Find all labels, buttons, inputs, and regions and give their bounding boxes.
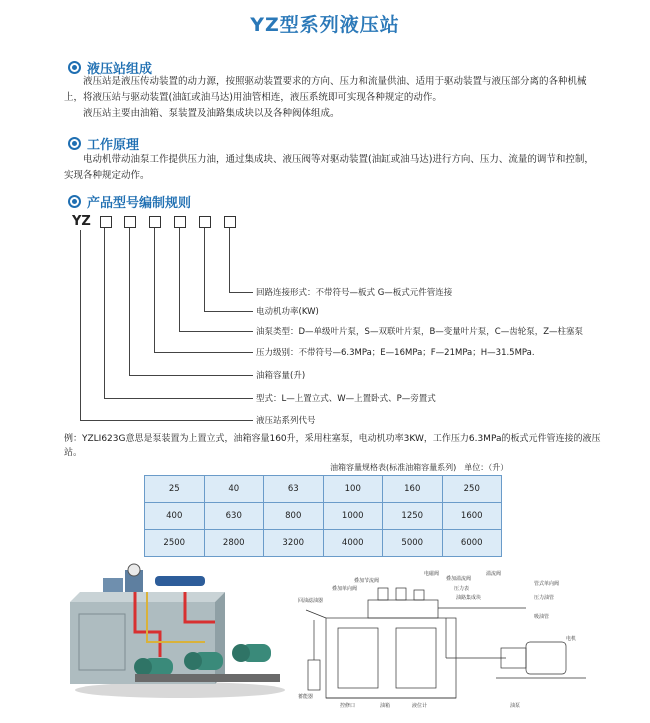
bracket-line	[129, 375, 253, 376]
table-row	[145, 503, 502, 530]
composition-text	[64, 74, 596, 122]
table-cell: 250	[442, 476, 502, 503]
table-row	[145, 476, 502, 503]
code-label-type: 型式：L—上置立式、W—上置卧式、P—旁置式	[256, 394, 436, 404]
table-cell: 1600	[442, 503, 502, 530]
table-cell: 63	[264, 476, 324, 503]
page-title: YZ型系列液压站	[250, 14, 400, 36]
heading-text: 液压站组成	[87, 62, 153, 77]
section-heading-model	[68, 192, 191, 211]
bracket-line	[129, 228, 130, 375]
table-cell: 160	[383, 476, 443, 503]
label-return-filter: 回油滤油器	[298, 598, 324, 604]
hydraulic-station-photo	[65, 562, 285, 702]
table-cell: 2800	[204, 530, 264, 557]
label-motor: 电机	[566, 636, 577, 642]
bracket-line	[229, 292, 253, 293]
label-oil-tank: 油箱	[380, 703, 391, 709]
table-cell: 1000	[323, 503, 383, 530]
bracket-line	[229, 228, 230, 292]
bracket-line	[104, 398, 253, 399]
label-manifold-block: 油路集成块	[456, 595, 482, 601]
label-solenoid-valve: 电磁阀	[424, 571, 440, 577]
table-cell: 6000	[442, 530, 502, 557]
code-box-1	[100, 216, 112, 228]
label-check-valve: 叠加单向阀	[332, 586, 358, 592]
table-cell: 25	[145, 476, 205, 503]
table-cell: 630	[204, 503, 264, 530]
circle-bullet-icon	[68, 195, 81, 208]
table-cell: 400	[145, 503, 205, 530]
table-cell: 100	[323, 476, 383, 503]
code-label-tank-volume: 油箱容量(升)	[256, 371, 306, 381]
label-level-gauge: 液位计	[412, 703, 428, 709]
section-heading-principle	[68, 134, 139, 153]
code-box-3	[149, 216, 161, 228]
label-suction-pipe: 吸油管	[534, 614, 550, 620]
bracket-line	[80, 230, 81, 420]
label-throttle-valve: 叠加节流阀	[354, 578, 380, 584]
code-label-circuit: 回路连接形式：不带符号—板式 G—板式元件管连接	[256, 288, 453, 298]
code-label-motor-power: 电动机功率(KW)	[256, 307, 319, 317]
bracket-line	[154, 352, 253, 353]
code-box-5	[199, 216, 211, 228]
code-label-pump-type: 油泵类型：D—单级叶片泵，S—双联叶片泵，B—变量叶片泵，C—齿轮泵，Z—柱塞泵	[256, 327, 584, 337]
code-label-series: 液压站系列代号	[256, 416, 316, 426]
label-oil-pump: 油泵	[510, 703, 521, 709]
principle-text	[64, 152, 596, 184]
bracket-line	[179, 331, 253, 332]
table-cell: 4000	[323, 530, 383, 557]
table-cell: 5000	[383, 530, 443, 557]
table-row	[145, 530, 502, 557]
label-pressure-pipe: 压力油管	[534, 595, 555, 601]
label-accumulator: 蓄能器	[298, 694, 314, 700]
composition-paragraph-1: 液压站是液压传动装置的动力源，按照驱动装置要求的方向、压力和流量供油、适用于驱动装置与液压部分离的各种机械上，将液压站与驱动装置(油缸或油马达)用油管相连，液压系统即可实现各种规定的动作。	[64, 76, 587, 103]
heading-text: 工作原理	[87, 138, 140, 153]
bracket-line	[204, 311, 253, 312]
label-pipe-check-valve: 管式单向阀	[534, 581, 560, 587]
principle-paragraph-1: 电动机带动油泵工作提供压力油，通过集成块、液压阀等对驱动装置(油缸或油马达)进行方向、压力、流量的调节和控制，实现各种规定动作。	[64, 154, 594, 181]
code-box-6	[224, 216, 236, 228]
bracket-line	[80, 420, 253, 421]
hydraulic-station-schematic	[296, 570, 596, 710]
model-code-prefix: YZ	[72, 214, 91, 229]
table-cell: 3200	[264, 530, 324, 557]
table-cell: 800	[264, 503, 324, 530]
circle-bullet-icon	[68, 61, 81, 74]
heading-text: 产品型号编制规则	[87, 196, 192, 211]
composition-paragraph-2: 液压站主要由油箱、泵装置及油路集成块以及各种阀体组成。	[83, 108, 340, 119]
bracket-line	[154, 228, 155, 352]
tank-capacity-table	[144, 475, 502, 557]
table-cell: 1250	[383, 503, 443, 530]
bracket-line	[179, 228, 180, 331]
table-cell: 2500	[145, 530, 205, 557]
code-box-4	[174, 216, 186, 228]
label-inspection-port: 控修口	[340, 703, 356, 709]
label-relief-valve: 叠加溢流阀	[446, 576, 472, 582]
bracket-line	[204, 228, 205, 311]
table-caption: 油箱容量规格表(标准油箱容量系列) 单位：（升）	[330, 463, 509, 472]
circle-bullet-icon	[68, 137, 81, 150]
label-overflow-valve: 溢流阀	[486, 571, 502, 577]
label-pressure-gauge: 压力表	[454, 586, 470, 592]
bracket-line	[104, 228, 105, 398]
example-text: 例：YZLI623G意思是泵装置为上置立式，油箱容量160升，采用柱塞泵，电动机功率3KW，工作压力6.3MPa的板式元件管连接的液压站。	[64, 434, 601, 458]
code-label-pressure: 压力级别：不带符号—6.3MPa；E—16MPa；F—21MPa；H—31.5MPa.	[256, 348, 535, 358]
code-box-2	[124, 216, 136, 228]
table-cell: 40	[204, 476, 264, 503]
